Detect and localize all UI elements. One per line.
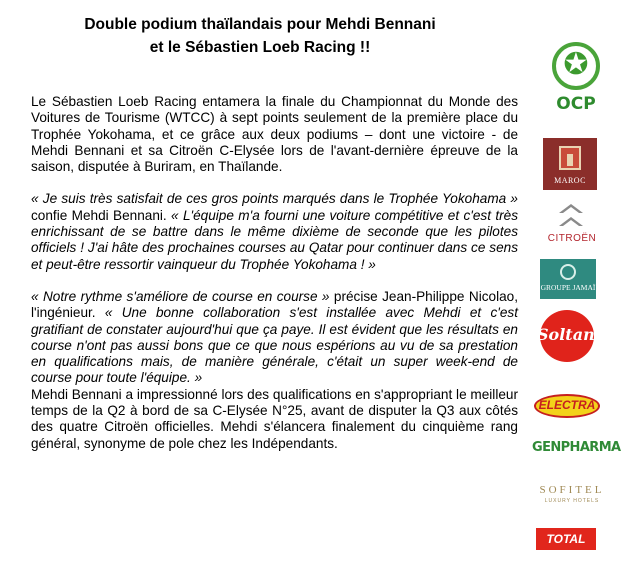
star-icon: ✪ xyxy=(563,48,589,81)
attribution-2: précise Jean-Philippe Nicolao, l'ingénieur. xyxy=(31,288,518,321)
paragraph-intro: Le Sébastien Loeb Racing entamera la finale du Championnat du Monde des Voitures de Tourisme (WTCC) à sept points seulement de la première place du Trophée Yokohama, et ce grâce aux deux podiums – dont une victoire - de Mehdi Bennani et sa Citroën C-Elysée lors de l'avant-dernière épreuve de la saison, disputée à Buriram, en Thaïlande. xyxy=(31,94,518,175)
ocp-logo: ✪ OCP xyxy=(540,42,612,120)
title-line-1: Double podium thaïlandais pour Mehdi Bennani xyxy=(84,16,436,33)
quote-1: « Je suis très satisfait de ces gros points marqués dans le Trophée Yokohama » xyxy=(31,191,518,207)
article-body xyxy=(31,94,518,452)
paragraph-bennani-quote xyxy=(31,191,518,272)
sofitel-logo: SOFITEL LUXURY HOTELS xyxy=(539,484,605,504)
genpharma-logo: GENPHARMA xyxy=(532,440,621,455)
citroen-logo: CITROËN xyxy=(540,200,604,246)
gate-icon xyxy=(559,146,581,170)
groupe-jamai-logo: GROUPE JAMAÏ xyxy=(540,259,596,299)
soltane-logo: Soltane xyxy=(537,310,597,362)
double-chevron-icon-2 xyxy=(558,215,584,227)
double-chevron-icon xyxy=(558,202,584,214)
total-logo: TOTAL xyxy=(536,528,596,550)
paragraph-nicolao-quote xyxy=(31,289,518,387)
article-title xyxy=(20,13,500,59)
leaf-icon xyxy=(560,264,576,280)
title-line-2: et le Sébastien Loeb Racing !! xyxy=(149,39,371,56)
quote-4: « Une bonne collaboration s'est installée avec Mehdi et c'est gratifiant de constater aujourd'hui que ça paye. Il est évident que les résultats en course n'ont pas aussi bons que ce que nous espérions au vu de sa prestation en qualifications mais, de manière générale, c'était un super week-end de course pour toute l'équipe. » xyxy=(31,305,518,386)
quote-3: « Notre rythme s'améliore de course en course » xyxy=(31,288,330,304)
quote-2: « L'équipe m'a fourni une voiture compétitive et c'est très enrichissant de se battre dans le même dixième de seconde que les pilotes officiels ! J'ai hâte des prochaines courses au Qatar pour continuer dans ce sens et peut-être ressortir vainqueur du Trophée Yokohama ! » xyxy=(31,207,518,272)
maroc-logo: MAROC xyxy=(543,138,597,190)
paragraph-qualifications: Mehdi Bennani a impressionné lors des qualifications en s'appropriant le meilleur temps de la Q2 à bord de sa C-Elysée N°25, avant de disputer la Q3 aux côtés des quatre Citroën officielles. Mehdi s'élancera finalement du cinquième rang général, synonyme de pole chez les Indépendants. xyxy=(31,386,518,451)
attribution-1: confie Mehdi Bennani. xyxy=(31,207,172,223)
electra-logo: ELECTRA xyxy=(534,394,600,420)
